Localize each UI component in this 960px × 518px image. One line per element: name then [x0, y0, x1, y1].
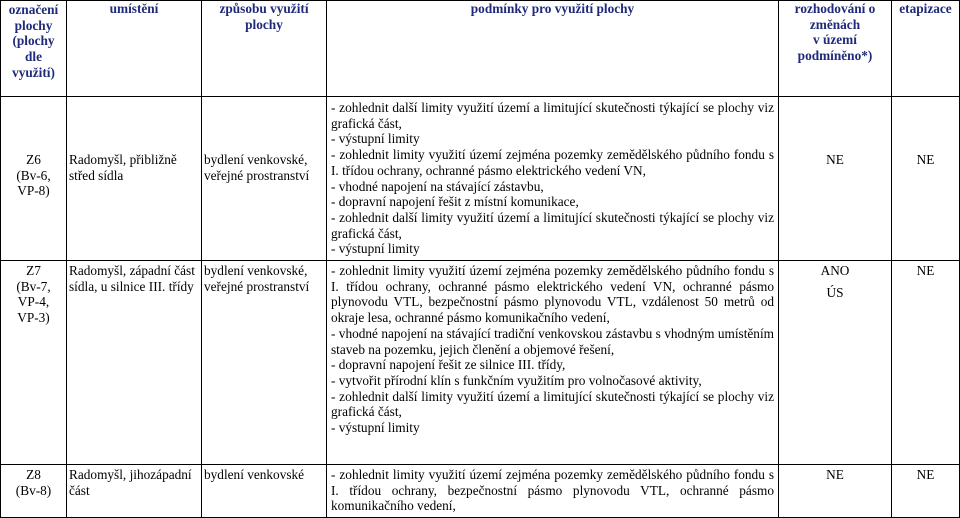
header-plot-code: označení plochy (plochy dle využití)	[1, 1, 67, 97]
conditions-cell: - zohlednit limity využití území zejména pozemky zemědělského půdního fondu s I. třídou ochrany, ochranné pásmo elektrického vedení VN, ochranné pásmo plynovodu VTL, bezpečnostní pásmo plynovodu VTL, vzdálenost 50 metrů od okraje lesa, ochranné pásmo komunikačního vedení, - vhodné napojení na stávající tradiční venkovskou zástavbu s vhodným umístěním staveb na pozemku, jejich členění a objemové řešení, - dopravní napojení řešit ze silnice III. třídy, - vytvořit přírodní klín s funkčním využitím pro volnočasové aktivity, - zohlednit další limity využití území a limitující skutečnosti týkající se plochy viz grafická část, - výstupní limity	[327, 261, 779, 465]
conditions-cell: - zohlednit limity využití území zejména pozemky zemědělského půdního fondu s I. třídou ochrany, bezpečnostní pásmo plynovodu VTL, ochranné pásmo komunikačního vedení,	[327, 465, 779, 518]
plot-code-cell: Z7 (Bv-7, VP-4, VP-3)	[1, 261, 67, 465]
usage-cell: bydlení venkovské, veřejné prostranství	[202, 97, 327, 261]
header-conditions: podmínky pro využití plochy	[327, 1, 779, 97]
staging-cell: NE	[892, 261, 960, 465]
header-decision: rozhodování o změnách v území podmíněno*)	[779, 1, 892, 97]
usage-cell: bydlení venkovské	[202, 465, 327, 518]
plot-code-cell: Z8 (Bv-8)	[1, 465, 67, 518]
location-cell: Radomyšl, jihozápadní část	[67, 465, 202, 518]
decision-cell: ANO ÚS	[779, 261, 892, 465]
usage-cell: bydlení venkovské, veřejné prostranství	[202, 261, 327, 465]
decision-cell: NE	[779, 465, 892, 518]
table-row-z7	[1, 261, 960, 465]
decision-cell: NE	[779, 97, 892, 261]
staging-cell: NE	[892, 97, 960, 261]
location-cell: Radomyšl, západní část sídla, u silnice III. třídy	[67, 261, 202, 465]
staging-cell: NE	[892, 465, 960, 518]
table-row-z6	[1, 97, 960, 261]
header-location: umístění	[67, 1, 202, 97]
plot-code-cell: Z6 (Bv-6, VP-8)	[1, 97, 67, 261]
location-cell: Radomyšl, přibližně střed sídla	[67, 97, 202, 261]
conditions-cell: - zohlednit další limity využití území a limitující skutečnosti týkající se plochy viz grafická část, - výstupní limity - zohlednit limity využití území zejména pozemky zemědělského půdního fondu s I. třídou ochrany, ochranné pásmo elektrického vedení VN, - vhodné napojení na stávající zástavbu, - dopravní napojení řešit z místní komunikace, - zohlednit další limity využití území a limitující skutečnosti týkající se plochy viz grafická část, - výstupní limity	[327, 97, 779, 261]
table-row-z8	[1, 465, 960, 518]
table-header-row	[1, 1, 960, 97]
header-staging: etapizace	[892, 1, 960, 97]
header-usage: způsobu využití plochy	[202, 1, 327, 97]
